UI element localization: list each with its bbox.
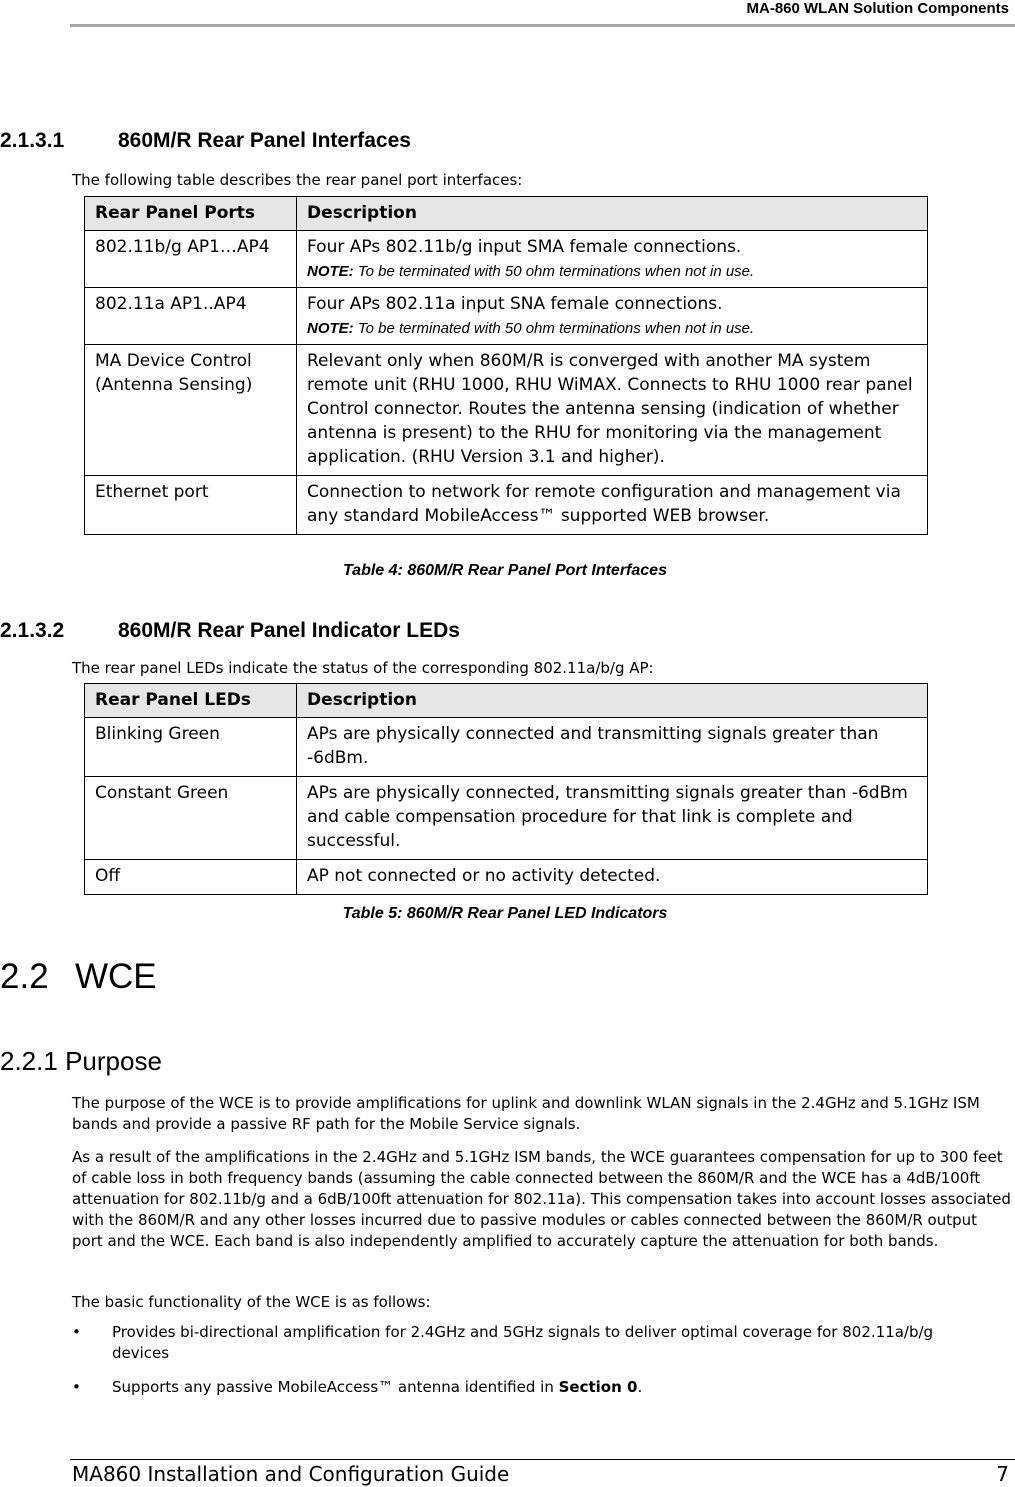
description-cell: APs are physically connected, transmitting signals greater than -6dBm and cable compensation procedure for that link is complete and successful.: [297, 777, 928, 860]
column-header: Rear Panel Ports: [85, 197, 297, 231]
heading-title: WCE: [75, 957, 157, 996]
table-caption: Table 5: 860M/R Rear Panel LED Indicators: [342, 905, 668, 922]
led-cell: Off: [85, 860, 297, 895]
port-cell: 802.11b/g AP1…AP4: [85, 231, 297, 288]
paragraph: The purpose of the WCE is to provide amplifications for uplink and downlink WLAN signals in the 2.4GHz and 5.1GHz ISM bands and provide a passive RF path for the Mobile Service signals.: [72, 1094, 980, 1133]
table-row: [85, 476, 928, 535]
list-item-text-part: Supports any passive MobileAccess™ antenna identified in: [112, 1378, 559, 1396]
footer-title: MA860 Installation and Configuration Guide: [72, 1462, 510, 1486]
list-item-text: [112, 1377, 972, 1398]
description-cell: APs are physically connected and transmitting signals greater than -6dBm.: [297, 718, 928, 777]
table-row: [85, 345, 928, 476]
intro-2131: The following table describes the rear panel port interfaces:: [72, 171, 523, 189]
heading-22: [0, 957, 157, 997]
rear-panel-leds-table: [84, 683, 928, 895]
list-item: [72, 1322, 1012, 1364]
section-reference-link[interactable]: Section 0: [558, 1378, 638, 1396]
bullet: •: [72, 1323, 81, 1341]
bullet: •: [72, 1378, 81, 1396]
heading-number: 2.1.3.2: [0, 619, 65, 642]
heading-title: 860M/R Rear Panel Interfaces: [118, 129, 411, 152]
heading-title: Purpose: [65, 1046, 162, 1076]
list-item: [72, 1377, 1012, 1398]
port-cell: Ethernet port: [85, 476, 297, 535]
note-label: NOTE:: [307, 263, 354, 280]
heading-number: 2.2.1: [0, 1046, 58, 1076]
note-text: To be terminated with 50 ohm terminations when not in use.: [353, 320, 755, 337]
column-header: Description: [297, 197, 928, 231]
led-cell: Constant Green: [85, 777, 297, 860]
running-header: MA-860 WLAN Solution Components: [746, 0, 1009, 17]
table-caption: Table 4: 860M/R Rear Panel Port Interfaces: [343, 562, 667, 579]
description-text: Four APs 802.11a input SNA female connections.: [307, 294, 723, 314]
description-text: Four APs 802.11b/g input SMA female connections.: [307, 237, 742, 257]
led-cell: Blinking Green: [85, 718, 297, 777]
heading-number: 2.1.3.1: [0, 129, 65, 152]
rear-panel-ports-table: [84, 196, 928, 535]
table-row: [85, 860, 928, 895]
description-cell: [297, 231, 928, 288]
paragraph: As a result of the amplifications in the 2.4GHz and 5.1GHz ISM bands, the WCE guarantees compensation for up to 300 feet of cable loss in both frequency bands (assuming the cable connected between the 860M/R and the WCE has a 4dB/100ft attenuation for 802.11b/g and a 6dB/100ft attenuation for 802.11a). This compensation takes into account losses associated with the 860M/R and any other losses incurred due to passive modules or cables connected between the 860M/R output port and the WCE. Each band is also independently amplified to accurately capture the attenuation for both bands.: [72, 1148, 1011, 1250]
list-item-text-end: .: [637, 1378, 643, 1396]
heading-2132: [0, 618, 460, 644]
note-label: NOTE:: [307, 320, 354, 337]
column-header: Description: [297, 684, 928, 718]
description-cell: AP not connected or no activity detected.: [297, 860, 928, 895]
note: [307, 263, 917, 281]
footer-rule: [70, 1459, 1015, 1460]
column-header: Rear Panel LEDs: [85, 684, 297, 718]
note: [307, 320, 917, 338]
page-number: 7: [996, 1462, 1009, 1486]
table-header-row: [85, 197, 928, 231]
list-item-text: Provides bi-directional amplification for 2.4GHz and 5GHz signals to deliver optimal coverage for 802.11a/b/g devices: [112, 1323, 934, 1362]
description-cell: Connection to network for remote configuration and management via any standard MobileAccess™ supported WEB browser.: [297, 476, 928, 535]
note-text: To be terminated with 50 ohm terminations when not in use.: [353, 263, 755, 280]
heading-2131: [0, 128, 411, 154]
table-header-row: [85, 684, 928, 718]
heading-title: 860M/R Rear Panel Indicator LEDs: [118, 619, 460, 642]
heading-number: 2.2: [0, 957, 49, 996]
table-row: [85, 777, 928, 860]
table-row: [85, 718, 928, 777]
table-row: [85, 288, 928, 345]
table-row: [85, 231, 928, 288]
description-cell: Relevant only when 860M/R is converged with another MA system remote unit (RHU 1000, RHU WiMAX. Connects to RHU 1000 rear panel Control connector. Routes the antenna sensing (indication of whether antenna is present) to the RHU for monitoring via the management application. (RHU Version 3.1 and higher).: [297, 345, 928, 476]
paragraph: The basic functionality of the WCE is as follows:: [72, 1293, 431, 1311]
port-cell: 802.11a AP1..AP4: [85, 288, 297, 345]
port-cell: MA Device Control (Antenna Sensing): [85, 345, 297, 476]
intro-2132: The rear panel LEDs indicate the status of the corresponding 802.11a/b/g AP:: [72, 659, 654, 677]
header-rule: [70, 24, 1015, 27]
heading-221: [0, 1046, 162, 1076]
description-cell: [297, 288, 928, 345]
